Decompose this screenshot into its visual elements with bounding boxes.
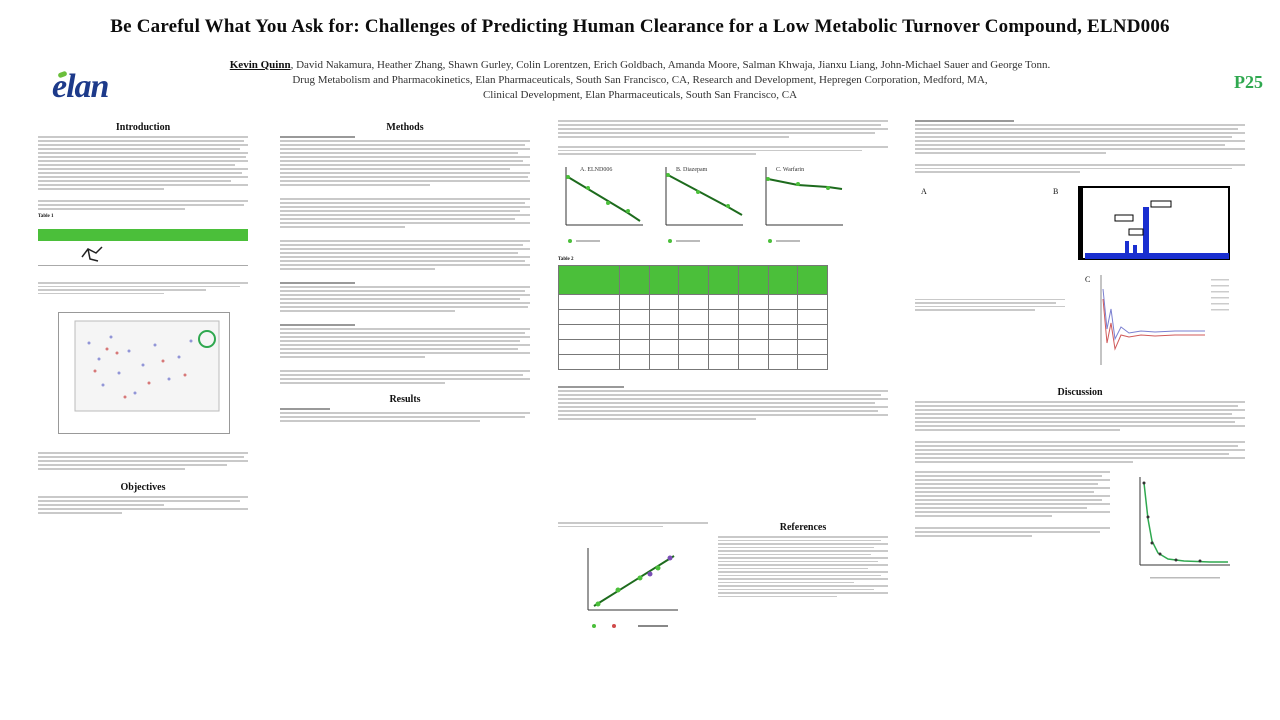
- results-heading: Results: [389, 394, 421, 405]
- discussion-text-2: [915, 469, 1110, 539]
- figure-a-label: A: [921, 186, 927, 196]
- introduction-text: [38, 136, 248, 210]
- discussion-text: [915, 401, 1245, 463]
- panel-c: [766, 166, 843, 225]
- chemical-structure-icon: [78, 243, 118, 265]
- scatter-plot: [59, 313, 229, 433]
- column-4: [915, 118, 1245, 599]
- panel-b: [666, 167, 743, 225]
- table-2: [558, 265, 828, 370]
- references-block: [718, 518, 888, 599]
- panel-b-title: B. Diazepam: [676, 166, 708, 173]
- poster-title: Be Careful What You Ask for: Challenges of Predicting Human Clearance for a Low Metabolic Turnover Compound, ELND006: [110, 16, 1170, 37]
- simulation-plot: [1120, 469, 1240, 589]
- legend: [568, 239, 800, 243]
- elan-logo: elan: [52, 68, 109, 105]
- figure-2-caption: [558, 146, 888, 155]
- results-intro-text: [558, 120, 888, 138]
- figure-b-label: B: [1053, 186, 1059, 196]
- objectives-heading: Objectives: [120, 482, 166, 493]
- clearance-figure: [558, 161, 888, 251]
- first-author: Kevin Quinn: [229, 59, 291, 71]
- discussion-figure-area: [915, 469, 1245, 599]
- correlation-legend: [592, 624, 668, 628]
- figure-4-caption: [915, 297, 1065, 313]
- decay-plots: [558, 161, 888, 251]
- column-2: [280, 118, 530, 424]
- figure-c-label: C: [1085, 274, 1091, 284]
- panel-c-plot: [1085, 269, 1245, 379]
- table-1-label: Table 1: [38, 214, 54, 219]
- panel-b-image: [1065, 179, 1235, 269]
- column-3-text: [558, 386, 888, 420]
- panel-a-title: A. ELND006: [580, 166, 613, 173]
- scatter-figure: [58, 312, 230, 434]
- methods-text: [280, 136, 530, 384]
- figure-1-text: [38, 452, 248, 470]
- panel-a: [566, 167, 643, 225]
- results-text: [280, 408, 530, 422]
- correlation-plot: [558, 538, 708, 638]
- figure-3-caption: [558, 520, 708, 529]
- objectives-text: [38, 496, 248, 514]
- figure-1-caption: [38, 282, 248, 294]
- affiliation-line-2: Drug Metabolism and Pharmacokinetics, Elan Pharmaceuticals, South San Francisco, CA, Research and Development, Hepregen Corporation, Medford, MA,: [292, 74, 988, 86]
- hepatocyte-figure: [915, 179, 1245, 379]
- column-3: [558, 118, 888, 533]
- methods-heading: Methods: [386, 122, 424, 133]
- table-2-label: Table 2: [558, 256, 574, 262]
- author-block: [190, 58, 1090, 103]
- column-4-intro: [915, 120, 1245, 173]
- panel-c-title: C. Warfarin: [776, 166, 805, 173]
- column-1: [38, 118, 248, 516]
- correlation-figure: [558, 538, 708, 638]
- other-authors: , David Nakamura, Heather Zhang, Shawn Gurley, Colin Lorentzen, Erich Goldbach, Amanda Moore, Salman Khwaja, Jianxu Liang, John-Michael Sauer and George Tonn.: [290, 59, 1051, 71]
- author-line-1: [190, 58, 1090, 73]
- introduction-heading: Introduction: [115, 122, 171, 133]
- affiliation-line-3: Clinical Development, Elan Pharmaceuticals, South San Francisco, CA: [482, 89, 798, 101]
- references-heading: References: [779, 522, 827, 533]
- table-1: [38, 229, 248, 266]
- poster-panel-code: P25: [1234, 72, 1263, 92]
- discussion-heading: Discussion: [1057, 386, 1103, 398]
